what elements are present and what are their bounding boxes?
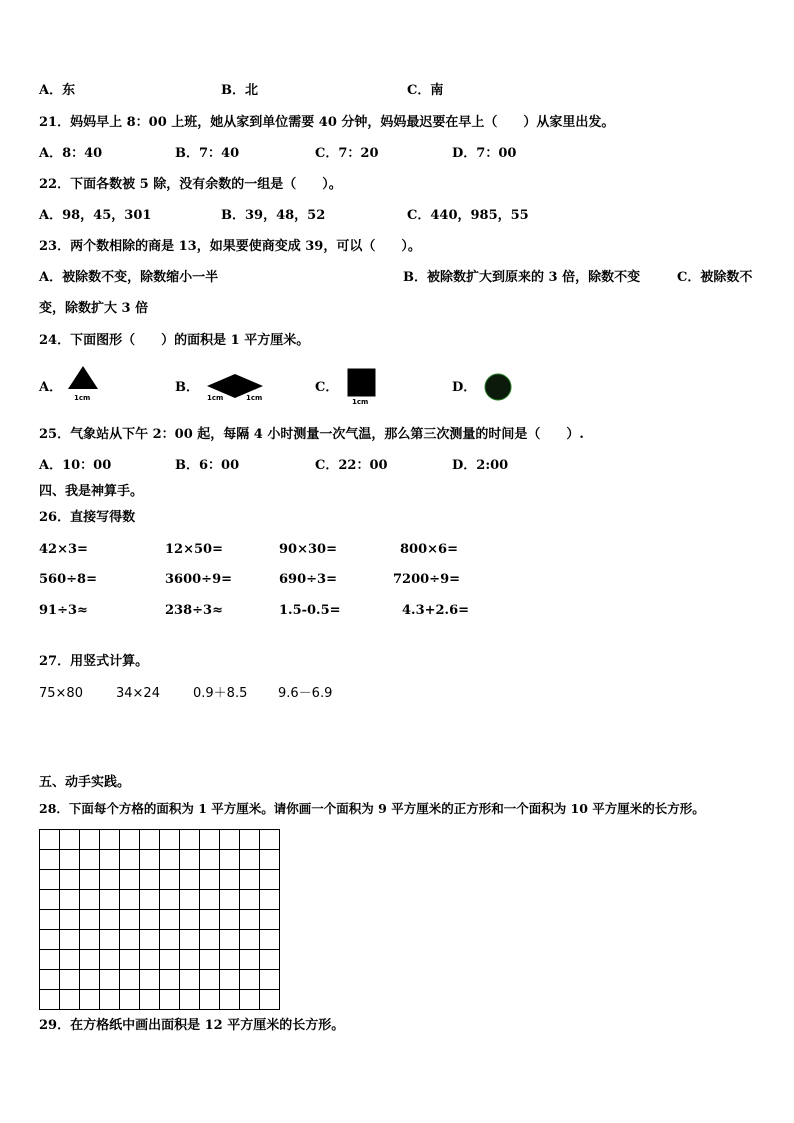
q21-question: 21．妈妈早上 8：00 上班，她从家到单位需要 40 分钟，妈妈最迟要在早上（ ）从家里出发。 <box>39 115 615 130</box>
q28-question: 28．下面每个方格的面积为 1 平方厘米。请你画一个面积为 9 平方厘米的正方形和一个面积为 10 平方厘米的长方形。 <box>39 801 705 816</box>
q22-option-c: C．440，985，55 <box>407 208 529 223</box>
q25-option-d: D．2:00 <box>452 458 509 473</box>
rhombus-unit-label-left: 1cm <box>207 394 224 402</box>
q20-option-b: B．北 <box>221 83 258 98</box>
q25-option-b: B．6：00 <box>175 458 240 473</box>
q21-option-a: A．8：40 <box>39 146 103 161</box>
q26-item: 90×30= <box>279 542 337 557</box>
square-shape <box>347 368 376 397</box>
q22-option-a: A．98，45，301 <box>39 208 152 223</box>
q26-item: 800×6= <box>400 542 458 557</box>
circle-shape <box>483 372 513 402</box>
q25-question: 25．气象站从下午 2：00 起，每隔 4 小时测量一次气温，那么第三次测量的时间是（ ）. <box>39 427 584 442</box>
q22-question: 22．下面各数被 5 除，没有余数的一组是（ ）。 <box>39 177 342 192</box>
q26-item: 42×3= <box>39 542 88 557</box>
q26-question: 26．直接写得数 <box>39 510 136 525</box>
q26-item: 690÷3= <box>279 572 337 587</box>
q24-question: 24．下面图形（ ）的面积是 1 平方厘米。 <box>39 333 310 348</box>
q27-item: 9.6－6.9 <box>278 686 333 701</box>
grid-paper[interactable] <box>39 829 280 1010</box>
q25-option-c: C．22：00 <box>315 458 388 473</box>
q26-item: 4.3+2.6= <box>402 603 470 618</box>
q29-question: 29．在方格纸中画出面积是 12 平方厘米的长方形。 <box>39 1018 345 1033</box>
q26-item: 1.5-0.5= <box>279 603 341 618</box>
q23-question: 23．两个数相除的商是 13，如果要使商变成 39，可以（ ）。 <box>39 239 421 254</box>
triangle-shape <box>66 364 100 390</box>
section-5-title: 五、动手实践。 <box>39 775 131 790</box>
section-4-title: 四、我是神算手。 <box>39 484 144 499</box>
q25-option-a: A．10：00 <box>39 458 112 473</box>
q22-option-b: B．39，48，52 <box>221 208 326 223</box>
q24-option-d: D． <box>452 380 477 395</box>
square-unit-label: 1cm <box>352 398 369 406</box>
q23-option-c-start: C．被除数不 <box>677 270 753 285</box>
q23-option-a: A．被除数不变，除数缩小一半 <box>39 270 219 285</box>
q26-item: 91÷3≈ <box>39 603 88 618</box>
q27-item: 0.9＋8.5 <box>193 686 248 701</box>
q26-item: 560÷8= <box>39 572 97 587</box>
q23-option-c-end: 变，除数扩大 3 倍 <box>39 301 149 316</box>
q27-item: 75×80 <box>39 686 83 701</box>
q20-option-c: C．南 <box>407 83 444 98</box>
rhombus-unit-label-right: 1cm <box>246 394 263 402</box>
q27-question: 27．用竖式计算。 <box>39 654 149 669</box>
q26-item: 3600÷9= <box>165 572 233 587</box>
q21-option-c: C．7：20 <box>315 146 379 161</box>
triangle-unit-label: 1cm <box>74 394 91 402</box>
q20-option-a: A．东 <box>39 83 76 98</box>
q21-option-d: D．7：00 <box>452 146 517 161</box>
q24-option-a: A． <box>39 380 63 395</box>
q26-item: 238÷3≈ <box>165 603 223 618</box>
q26-item: 7200÷9= <box>393 572 461 587</box>
q24-option-b: B． <box>175 380 199 395</box>
q27-item: 34×24 <box>116 686 160 701</box>
q21-option-b: B．7：40 <box>175 146 240 161</box>
q23-option-b: B．被除数扩大到原来的 3 倍，除数不变 <box>403 270 641 285</box>
q24-option-c: C． <box>315 380 339 395</box>
q26-item: 12×50= <box>165 542 223 557</box>
